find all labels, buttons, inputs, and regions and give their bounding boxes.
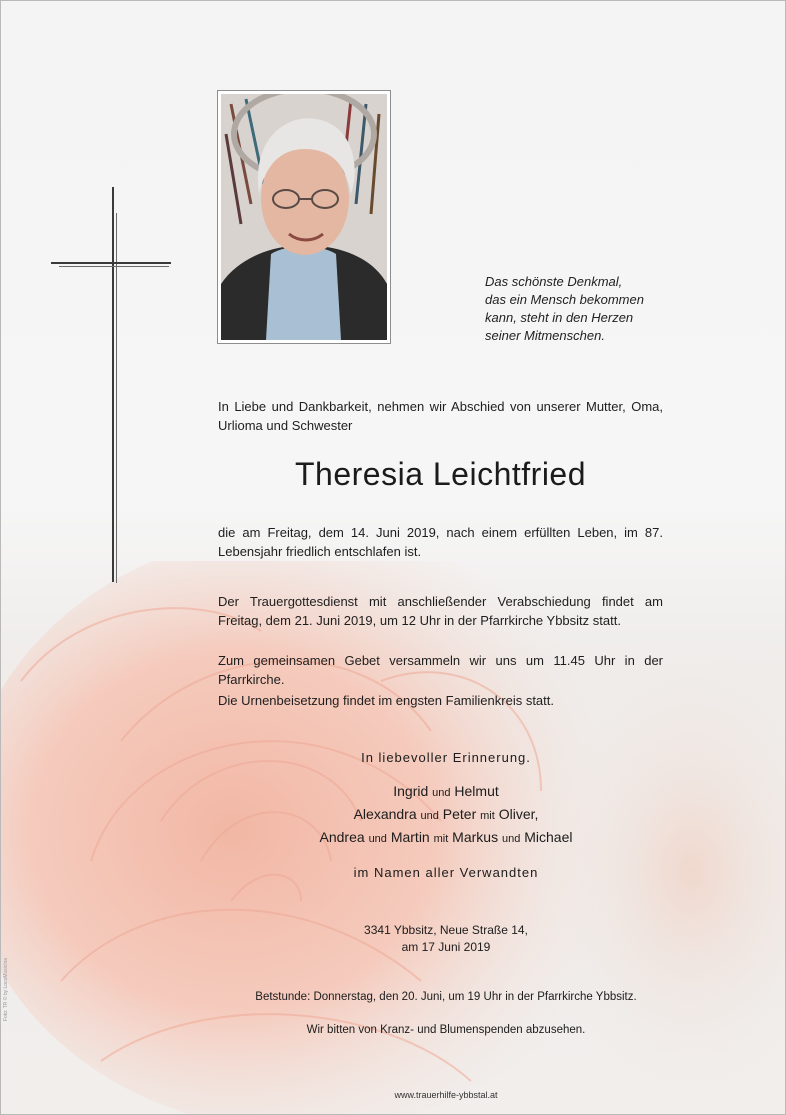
family-conjunction: und xyxy=(368,833,387,845)
address-line: 3341 Ybbsitz, Neue Straße 14, xyxy=(364,923,528,937)
quote-line: seiner Mitmenschen. xyxy=(485,328,605,343)
family-conjunction: und xyxy=(420,810,439,822)
family-line xyxy=(201,804,691,827)
address-block xyxy=(201,922,691,956)
cross-horizontal-shadow xyxy=(59,266,169,267)
family-name: Ingrid xyxy=(393,783,429,799)
family-name: Markus xyxy=(452,829,499,845)
family-name: Oliver, xyxy=(498,806,539,822)
photo-credit: Foto: TR © by LocoMusicina xyxy=(3,957,9,1021)
website-link[interactable]: www.trauerhilfe-ybbstal.at xyxy=(394,1090,498,1100)
family-name: Andrea xyxy=(319,829,365,845)
family-names xyxy=(201,781,691,850)
family-conjunction: mit xyxy=(480,810,495,822)
cross-vertical-shadow xyxy=(116,213,117,583)
intro-text: In Liebe und Dankbarkeit, nehmen wir Abschied von unserer Mutter, Oma, Urlioma und Schwester xyxy=(218,399,663,433)
quote-line: das ein Mensch bekommen xyxy=(485,292,644,307)
family-name: Peter xyxy=(442,806,477,822)
cross-horizontal xyxy=(51,262,171,264)
quote-line: Das schönste Denkmal, xyxy=(485,274,623,289)
quote-line: kann, steht in den Herzen xyxy=(485,310,634,325)
deceased-name: Theresia Leichtfried xyxy=(294,456,587,492)
portrait-frame xyxy=(217,90,391,344)
cross-vertical xyxy=(112,187,114,582)
prayer-gathering: Zum gemeinsamen Gebet versammeln wir uns um 11.45 Uhr in der Pfarrkirche. xyxy=(218,653,663,687)
funeral-service: Der Trauergottesdienst mit anschließender Verabschiedung findet am Freitag, dem 21. Juni 2019, um 12 Uhr in der Pfarrkirche Ybbsitz statt. xyxy=(218,594,663,628)
date-line: am 17 Juni 2019 xyxy=(401,940,491,954)
family-conjunction: und xyxy=(501,833,521,845)
portrait-photo xyxy=(221,94,387,340)
family-line xyxy=(201,827,691,850)
family-line xyxy=(201,781,691,804)
death-notice: die am Freitag, dem 14. Juni 2019, nach einem erfüllten Leben, im 87. Lebensjahr friedlich entschlafen ist. xyxy=(218,525,663,559)
memorial-quote xyxy=(485,273,705,345)
in-memory-line: In liebevoller Erinnerung. xyxy=(361,750,531,765)
family-name: Alexandra xyxy=(353,806,417,822)
family-conjunction: mit xyxy=(433,833,449,845)
family-conjunction: und xyxy=(432,787,451,799)
family-name: Martin xyxy=(390,829,430,845)
relatives-line: im Namen aller Verwandten xyxy=(353,865,539,880)
prayer-hour-notice: Betstunde: Donnerstag, den 20. Juni, um 19 Uhr in der Pfarrkirche Ybbsitz. xyxy=(255,991,637,1003)
urn-burial: Die Urnenbeisetzung findet im engsten Familienkreis statt. xyxy=(218,693,554,708)
no-flowers-notice: Wir bitten von Kranz- und Blumenspenden abzusehen. xyxy=(306,1024,586,1036)
family-name: Helmut xyxy=(454,783,499,799)
family-name: Michael xyxy=(524,829,573,845)
